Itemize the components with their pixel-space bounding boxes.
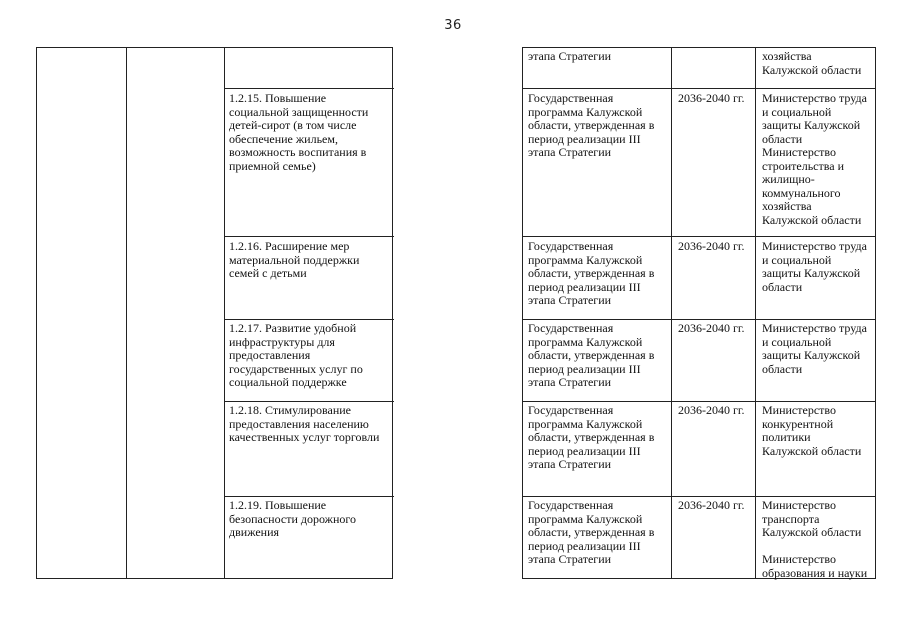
period-cell: 2036-2040 гг. (678, 403, 745, 417)
measure-cell: 1.2.17. Развитие удобной инфраструктуры для предоставления государственных услуг по социальной поддержке (229, 321, 363, 389)
row-divider (224, 496, 394, 497)
row-divider (522, 496, 876, 497)
measure-cell: 1.2.16. Расширение мер материальной поддержки семей с детьми (229, 239, 360, 280)
responsible-cell: Министерство транспорта Калужской области Министерство образования и науки (762, 498, 868, 580)
program-cell: Государственная программа Калужской области, утвержденная в период реализации III этапа Стратегии (528, 321, 655, 389)
row-divider (224, 236, 394, 237)
period-cell: 2036-2040 гг. (678, 91, 745, 105)
program-cell: Государственная программа Калужской области, утвержденная в период реализации III этапа Стратегии (528, 91, 655, 159)
row-divider (522, 88, 876, 89)
row-divider (522, 401, 876, 402)
page-number: 36 (444, 18, 462, 33)
column-divider (755, 47, 756, 579)
row-divider (522, 236, 876, 237)
column-divider (126, 47, 127, 579)
row-divider (224, 401, 394, 402)
responsible-cell: Министерство труда и социальной защиты Калужской области (762, 239, 867, 294)
continued-responsible-cell: хозяйства Калужской области (762, 49, 862, 77)
program-cell: Государственная программа Калужской области, утвержденная в период реализации III этапа Стратегии (528, 498, 655, 566)
program-cell: Государственная программа Калужской области, утвержденная в период реализации III этапа Стратегии (528, 239, 655, 307)
measure-cell: 1.2.15. Повышение социальной защищенности детей-сирот (в том числе обеспечение жильем, возможность воспитания в приемной семье) (229, 91, 369, 173)
responsible-cell: Министерство конкурентной политики Калужской области (762, 403, 862, 458)
row-divider (224, 88, 394, 89)
column-divider (671, 47, 672, 579)
period-cell: 2036-2040 гг. (678, 239, 745, 253)
period-cell: 2036-2040 гг. (678, 321, 745, 335)
program-cell: Государственная программа Калужской области, утвержденная в период реализации III этапа Стратегии (528, 403, 655, 471)
responsible-cell: Министерство труда и социальной защиты Калужской области Министерство строительства и жилищно- коммунального хозяйства Калужской области (762, 91, 867, 227)
continued-program-cell: этапа Стратегии (528, 49, 612, 63)
row-divider (224, 319, 394, 320)
column-divider (224, 47, 225, 579)
responsible-cell: Министерство труда и социальной защиты Калужской области (762, 321, 867, 376)
measure-cell: 1.2.18. Стимулирование предоставления населению качественных услуг торговли (229, 403, 380, 444)
row-divider (522, 319, 876, 320)
period-cell: 2036-2040 гг. (678, 498, 745, 512)
measure-cell: 1.2.19. Повышение безопасности дорожного движения (229, 498, 357, 539)
